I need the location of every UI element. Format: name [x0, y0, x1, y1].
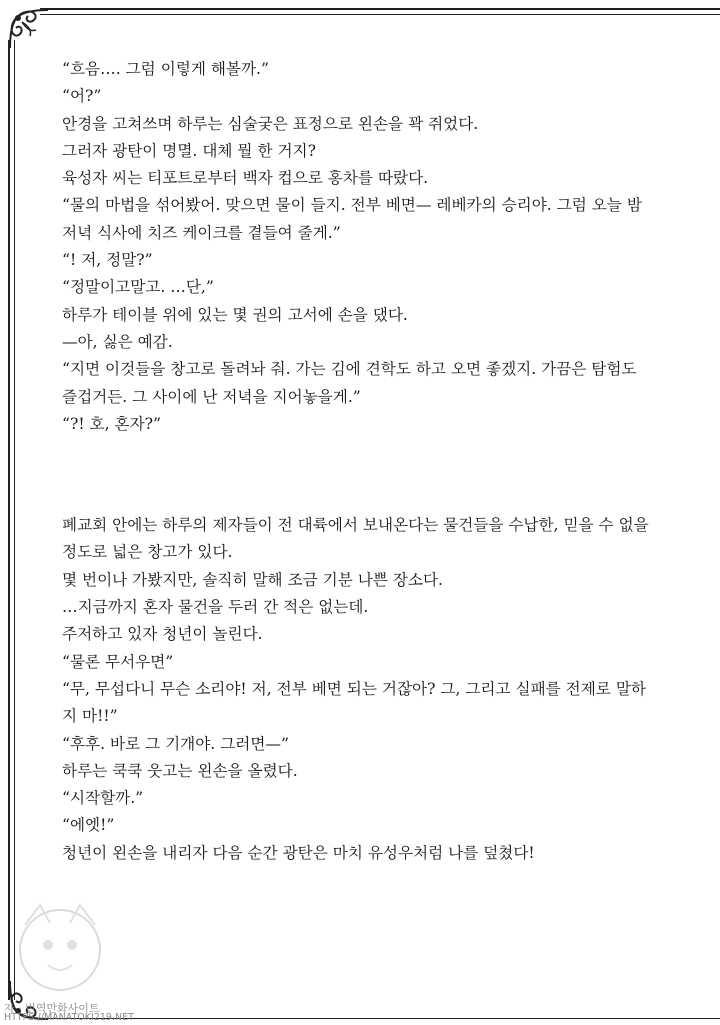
paragraph: 그러자 광탄이 명멸. 대체 뭘 한 거지?	[62, 141, 316, 160]
body-text	[62, 56, 692, 867]
frame-top-line	[40, 8, 720, 10]
paragraph-continuation: 지 마!!”	[62, 707, 118, 726]
paragraph: “! 저, 정말?”	[62, 251, 153, 270]
paragraph: 육성자 씨는 티포트로부터 백자 컵으로 홍차를 따랐다.	[62, 169, 429, 188]
paragraph: …지금까지 혼자 물건을 두러 간 적은 없는데.	[62, 598, 369, 617]
paragraph-continuation: 정도로 넓은 창고가 있다.	[62, 543, 233, 562]
watermark-text: 자 · 번역만화사이트	[4, 1002, 100, 1015]
paragraph: “흐음…. 그럼 이렇게 해볼까.”	[62, 60, 269, 78]
paragraph: 하루는 쿡쿡 웃고는 왼손을 올렸다.	[62, 761, 298, 780]
paragraph: 하루가 테이블 위에 있는 몇 권의 고서에 손을 댔다.	[62, 305, 408, 324]
watermark-url: HTTPS://MANATOKI219.NET	[4, 1012, 134, 1023]
paragraph: “물론 무서우면”	[62, 652, 174, 671]
paragraph: “시작할까.”	[62, 789, 144, 808]
frame-top-inner-line	[40, 14, 720, 15]
paragraph: “정말이고말고. …단,”	[62, 278, 214, 297]
paragraph: “에엣!”	[62, 816, 115, 835]
paragraph: “?! 호, 혼자?”	[62, 414, 161, 433]
paragraph: “후후. 바로 그 기개야. 그러면—”	[62, 734, 289, 753]
paragraph: “어?”	[62, 87, 102, 106]
paragraph: “지면 이것들을 창고로 돌려놔 줘. 가는 김에 견학도 하고 오면 좋겠지. 가끔은 탐험도	[62, 360, 637, 379]
paragraph-continuation: 즐겁거든. 그 사이에 난 저녁을 지어놓을게.”	[62, 387, 361, 406]
paragraph: 안경을 고쳐쓰며 하루는 심술궂은 표정으로 왼손을 꽉 쥐었다.	[62, 114, 479, 133]
paragraph: —아, 싫은 예감.	[62, 332, 173, 351]
frame-left-line	[8, 40, 10, 1000]
frame-left-inner-line	[14, 40, 15, 1000]
frame-bottom-line	[40, 1018, 720, 1019]
scene-break	[62, 438, 692, 512]
paragraph: 청년이 왼손을 내리자 다음 순간 광탄은 마치 유성우처럼 나를 덮쳤다!	[62, 843, 535, 862]
paragraph: 폐교회 안에는 하루의 제자들이 전 대륙에서 보내온다는 물건들을 수납한, 믿을 수 없을	[62, 516, 649, 535]
paragraph: 주저하고 있자 청년이 놀린다.	[62, 625, 263, 644]
ornament-corner-top-left-icon	[4, 4, 54, 54]
paragraph: “무, 무섭다니 무슨 소리야! 저, 전부 베면 되는 거잖아? 그, 그리고 실패를 전제로 말하	[62, 679, 646, 698]
paragraph: “물의 마법을 섞어봤어. 맞으면 물이 들지. 전부 베면— 레베카의 승리야. 그럼 오늘 밤	[62, 196, 642, 215]
paragraph-continuation: 저녁 식사에 치즈 케이크를 곁들여 줄게.”	[62, 223, 341, 242]
paragraph: 몇 번이나 가봤지만, 솔직히 말해 조금 기분 나쁜 장소다.	[62, 570, 443, 589]
